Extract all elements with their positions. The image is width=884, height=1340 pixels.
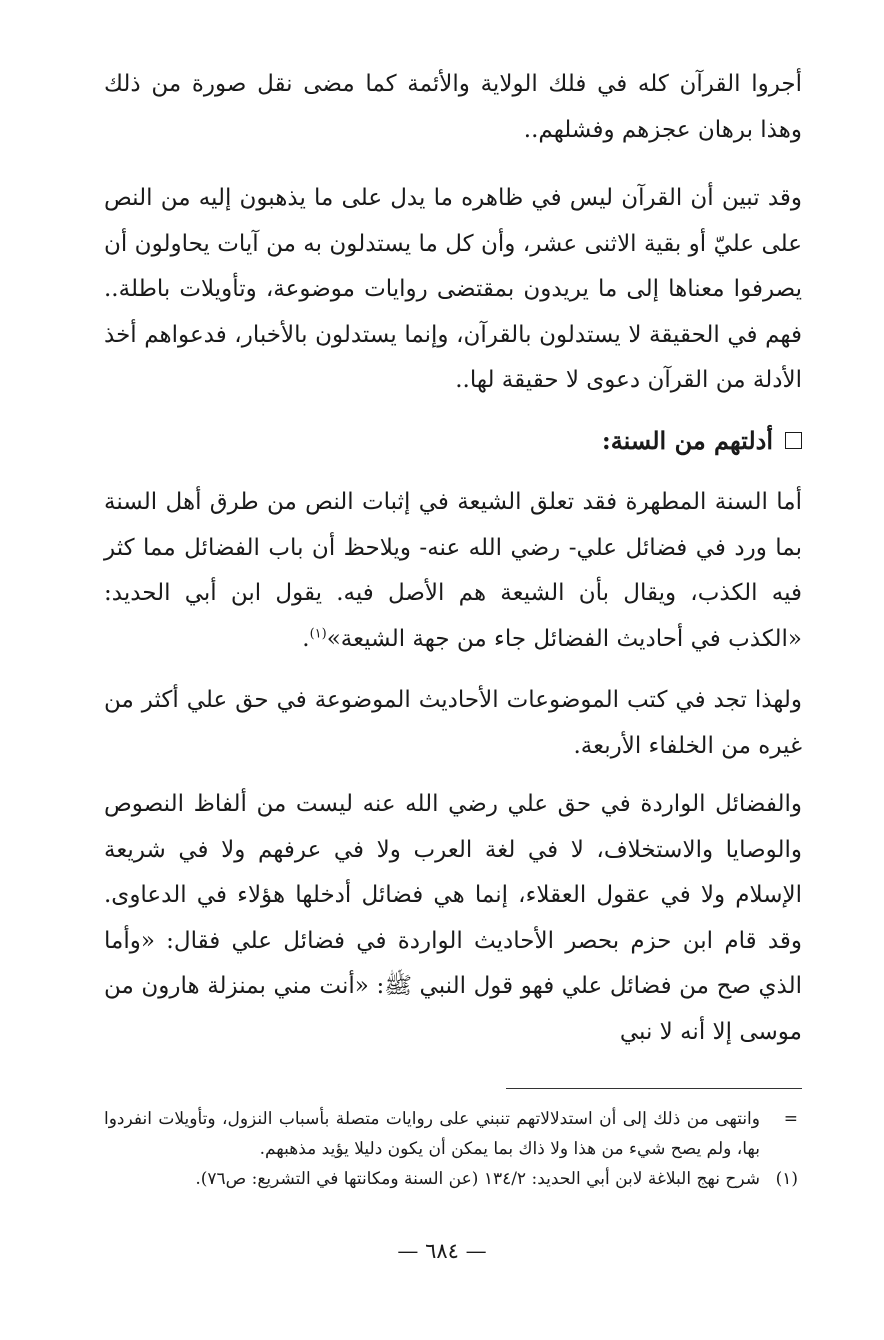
paragraph-sunnah: [104, 480, 802, 662]
footnote-marker: =: [783, 1109, 798, 1129]
paragraph-sunnah-text: أما السنة المطهرة فقد تعلق الشيعة في إثبات النص من طرق أهل السنة بما ورد في فضائل علي- رضي الله عنه- ويلاحظ أن باب الفضائل مما كثر فيه الكذب، ويقال بأن الشيعة هم الأصل فيه. يقول ابن أبي الحديد: «الكذب في أحاديث الفضائل جاء من جهة الشيعة»: [104, 489, 802, 652]
footnote-marker: (١): [775, 1169, 798, 1189]
paragraph-fadail: والفضائل الواردة في حق علي رضي الله عنه ليست من ألفاظ النصوص والوصايا والاستخلاف، لا في لغة العرب ولا في عرفهم ولا في شريعة الإسلام ولا في عقول العقلاء، إنما هي فضائل أدخلها هؤلاء في الدعاوى. وقد قام ابن حزم بحصر الأحاديث الواردة في فضائل علي فقال: «وأما الذي صح من فضائل علي فهو قول النبي ﷺ: «أنت مني بمنزلة هارون من موسى إلا أنه لا نبي: [104, 791, 802, 1045]
footnotes: [104, 1104, 802, 1194]
footnote-reference[interactable]: (١): [309, 625, 327, 641]
page-number: — ٦٨٤ —: [397, 1239, 487, 1263]
checkbox-square-icon: [785, 432, 802, 449]
footnote-1: [104, 1164, 802, 1194]
section-heading-text: أدلتهم من السنة:: [601, 426, 773, 455]
section-heading: [104, 418, 802, 463]
paragraph-end-mark: .: [302, 625, 310, 652]
paragraph-quran-wilaya: أجروا القرآن كله في فلك الولاية والأئمة كما مضى نقل صورة من ذلك وهذا برهان عجزهم وفشلهم..: [104, 71, 802, 143]
footnote-text: وانتهى من ذلك إلى أن استدلالاتهم تنبني على روايات متصلة بأسباب النزول، وتأويلات انفردوا بها، ولم يصح شيء من هذا ولا ذاك بما يمكن أن يكون دليلا يؤيد مذهبهم.: [104, 1109, 760, 1159]
footnote-divider: [506, 1088, 802, 1089]
footnote-continued: [104, 1104, 802, 1164]
paragraph-mawdu-at: ولهذا تجد في كتب الموضوعات الأحاديث الموضوعة في حق علي أكثر من غيره من الخلفاء الأربعة.: [104, 687, 802, 759]
paragraph-quran-no-evidence: وقد تبين أن القرآن ليس في ظاهره ما يدل على ما يذهبون إليه من النص على عليّ أو بقية الاثنى عشر، وأن كل ما يستدلون به من آيات يحاولون أن يصرفوا معناها إلى ما يريدون بمقتضى روايات موضوعة، وتأويلات باطلة.. فهم في الحقيقة لا يستدلون بالقرآن، وإنما يستدلون بالأخبار، فدعواهم أخذ الأدلة من القرآن دعوى لا حقيقة لها..: [104, 185, 802, 393]
footnote-text: شرح نهج البلاغة لابن أبي الحديد: ١٣٤/٢ (عن السنة ومكانتها في التشريع: ص٧٦).: [195, 1169, 760, 1189]
